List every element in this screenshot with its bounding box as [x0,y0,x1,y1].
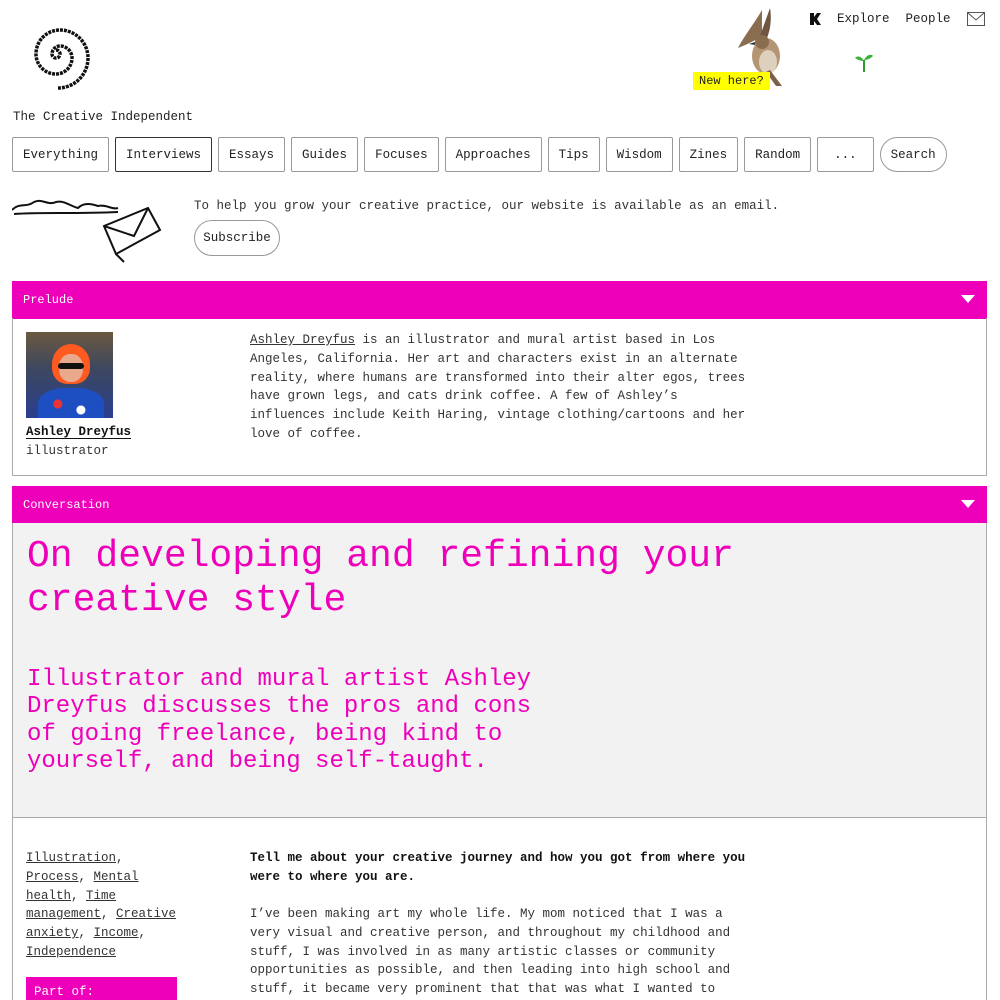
prelude-panel [12,318,987,476]
subscribe-button[interactable]: Subscribe [194,220,280,256]
tab-tips[interactable]: Tips [548,137,600,172]
tag-link[interactable]: Independence [26,944,117,959]
sprout-icon [853,52,875,72]
tab-zines[interactable]: Zines [679,137,739,172]
conversation-intro [12,523,987,818]
site-name[interactable]: The Creative Independent [13,110,194,124]
interview-question: Tell me about your creative journey and how you got from where you were to where you are. [250,851,746,884]
category-tabs [12,137,947,172]
avatar[interactable] [26,332,113,418]
article-headline: On developing and refining your creative style [27,535,734,622]
part-of-label: Part of: [34,985,95,999]
tab-focuses[interactable]: Focuses [364,137,439,172]
conversation-body [12,818,987,1000]
kickstarter-icon[interactable] [808,12,822,26]
tab-guides[interactable]: Guides [291,137,358,172]
tag-link[interactable]: Time management [26,888,117,922]
tab-more[interactable]: ... [817,137,874,172]
newsletter-text: To help you grow your creative practice, our website is available as an email. [194,199,780,213]
new-here-badge[interactable]: New here? [693,72,770,90]
conversation-title: Conversation [23,498,110,512]
series-box[interactable] [26,977,177,1000]
tab-approaches[interactable]: Approaches [445,137,542,172]
tag-link[interactable]: Process [26,869,79,884]
bio-name-link[interactable]: Ashley Dreyfus [250,333,356,347]
people-link[interactable]: People [905,12,951,26]
article-dek: Illustrator and mural artist Ashley Dreyfus discusses the pros and cons of going freelance, being kind to yourself, and being self-taught. [27,666,532,776]
mail-icon[interactable] [967,12,985,26]
tab-essays[interactable]: Essays [218,137,285,172]
tab-random[interactable]: Random [744,137,811,172]
tab-interviews[interactable]: Interviews [115,137,212,172]
bio-text: is an illustrator and mural artist based in Los Angeles, California. Her art and characters exist in an alternate reality, where humans are transformed into their alter egos, trees have grown legs, and cats drink coffee. A few of Ashley’s influences include Keith Haring, vintage clothing/cartoons and her love of coffee. [250,333,746,441]
tag-link[interactable]: Income [93,926,139,941]
person-name-link[interactable]: Ashley Dreyfus [26,425,132,439]
envelope-doodle [12,196,164,266]
tab-wisdom[interactable]: Wisdom [606,137,673,172]
person-role: illustrator [26,444,109,458]
spiral-logo[interactable] [12,14,100,94]
prelude-header[interactable] [12,281,987,319]
conversation-header[interactable] [12,486,987,524]
top-navigation [808,12,985,26]
collapse-caret-icon[interactable] [961,500,975,508]
explore-link[interactable]: Explore [837,12,890,26]
search-button[interactable]: Search [880,137,947,172]
tab-everything[interactable]: Everything [12,137,109,172]
person-bio [250,331,760,444]
tag-list: Illustration, Process, Mental health, Time management, Creative anxiety, Income, Independence [26,851,177,959]
collapse-caret-icon[interactable] [961,295,975,303]
tag-link[interactable]: Mental health [26,869,139,903]
prelude-title: Prelude [23,293,74,307]
interview-answer: I’ve been making art my whole life. My mom noticed that I was a very visual and creative person, and throughout my childhood and stuff, I was involved in as many artistic classes or community opportunities as possible, and then leading into high school and stuff, it became very prominent that that was what I wanted to [250,907,731,997]
tag-link[interactable]: Creative anxiety [26,907,177,941]
tag-link[interactable]: Illustration [26,851,117,865]
